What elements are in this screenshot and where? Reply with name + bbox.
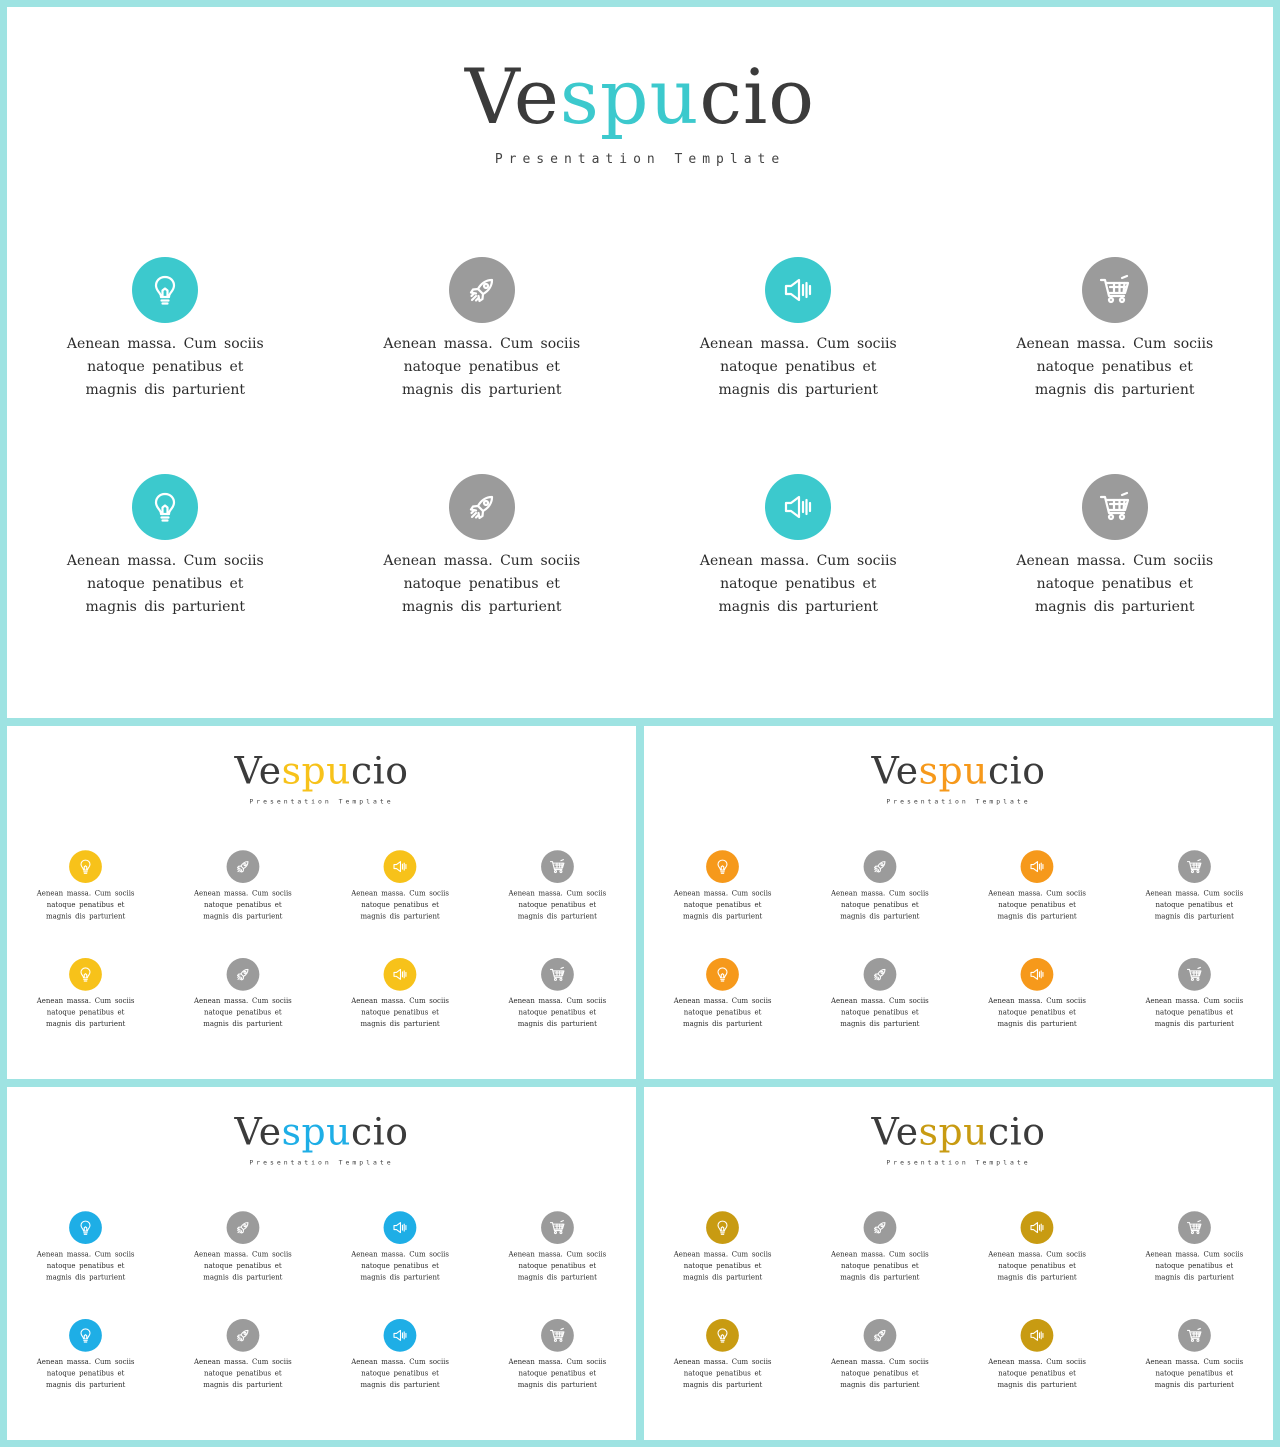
feature-item xyxy=(957,257,1274,402)
speaker-icon xyxy=(765,474,831,540)
lightbulb-icon xyxy=(132,257,198,323)
speaker-icon xyxy=(384,1211,417,1244)
feature-item xyxy=(958,850,1115,922)
feature-item xyxy=(7,958,164,1030)
feature-text: Aenean massa. Cum sociis natoque penatibus et magnis dis parturient xyxy=(66,336,264,398)
feature-text: Aenean massa. Cum sociis natoque penatibus et magnis dis parturient xyxy=(673,889,772,921)
title-part-accent: spu xyxy=(918,748,988,793)
feature-item xyxy=(7,850,164,922)
feature-text: Aenean massa. Cum sociis natoque penatibus et magnis dis parturient xyxy=(1145,1358,1244,1390)
lightbulb-icon xyxy=(132,474,198,540)
lightbulb-icon xyxy=(706,958,739,991)
title-part-accent: spu xyxy=(918,1109,988,1154)
feature-text: Aenean massa. Cum sociis natoque penatibus et magnis dis parturient xyxy=(988,1358,1086,1390)
feature-text: Aenean massa. Cum sociis natoque penatibus et magnis dis parturient xyxy=(193,1250,292,1282)
speaker-icon xyxy=(384,958,417,991)
title-part-pre: Ve xyxy=(871,748,919,793)
slide-subtitle: Presentation Template xyxy=(886,798,1031,806)
speaker-icon xyxy=(384,850,417,883)
lightbulb-icon xyxy=(69,850,102,883)
feature-text: Aenean massa. Cum sociis natoque penatibus et magnis dis parturient xyxy=(36,1250,135,1282)
slide-main xyxy=(7,7,1273,718)
feature-text: Aenean massa. Cum sociis natoque penatibus et magnis dis parturient xyxy=(1016,336,1214,398)
feature-item xyxy=(957,474,1274,619)
feature-grid xyxy=(644,850,1273,1030)
cart-icon xyxy=(541,850,574,883)
speaker-icon xyxy=(1021,850,1054,883)
slide-gold xyxy=(644,1087,1273,1440)
slide-title xyxy=(644,746,1273,796)
feature-item xyxy=(324,474,641,619)
rocket-icon xyxy=(863,1211,896,1244)
feature-text: Aenean massa. Cum sociis natoque penatibus et magnis dis parturient xyxy=(36,997,135,1029)
feature-text: Aenean massa. Cum sociis natoque penatibus et magnis dis parturient xyxy=(673,997,772,1029)
rocket-icon xyxy=(226,850,259,883)
slide-yellow xyxy=(7,726,636,1079)
lightbulb-icon xyxy=(69,958,102,991)
slide-title xyxy=(7,47,1273,147)
feature-text: Aenean massa. Cum sociis natoque penatibus et magnis dis parturient xyxy=(193,1358,292,1390)
feature-text: Aenean massa. Cum sociis natoque penatibus et magnis dis parturient xyxy=(351,1250,449,1282)
title-part-pre: Ve xyxy=(464,52,560,141)
speaker-icon xyxy=(1021,1319,1054,1352)
feature-item xyxy=(801,1319,958,1391)
feature-text: Aenean massa. Cum sociis natoque penatibus et magnis dis parturient xyxy=(351,997,449,1029)
feature-text: Aenean massa. Cum sociis natoque penatibus et magnis dis parturient xyxy=(830,1250,929,1282)
feature-item xyxy=(164,958,321,1030)
feature-item xyxy=(958,958,1115,1030)
feature-grid xyxy=(7,257,1273,619)
feature-text: Aenean massa. Cum sociis natoque penatibus et magnis dis parturient xyxy=(673,1250,772,1282)
feature-item xyxy=(801,958,958,1030)
feature-text: Aenean massa. Cum sociis natoque penatibus et magnis dis parturient xyxy=(193,889,292,921)
title-part-pre: Ve xyxy=(871,1109,919,1154)
feature-text: Aenean massa. Cum sociis natoque penatibus et magnis dis parturient xyxy=(36,889,135,921)
feature-item xyxy=(644,1319,801,1391)
feature-text: Aenean massa. Cum sociis natoque penatibus et magnis dis parturient xyxy=(508,997,607,1029)
feature-item xyxy=(7,1211,164,1283)
feature-text: Aenean massa. Cum sociis natoque penatibus et magnis dis parturient xyxy=(36,1358,135,1390)
speaker-icon xyxy=(1021,1211,1054,1244)
rocket-icon xyxy=(449,474,515,540)
lightbulb-icon xyxy=(69,1319,102,1352)
feature-item xyxy=(164,1211,321,1283)
feature-item xyxy=(321,1319,478,1391)
feature-text: Aenean massa. Cum sociis natoque penatibus et magnis dis parturient xyxy=(66,553,264,615)
title-part-pre: Ve xyxy=(234,748,282,793)
rocket-icon xyxy=(449,257,515,323)
feature-text: Aenean massa. Cum sociis natoque penatibus et magnis dis parturient xyxy=(1016,553,1214,615)
rocket-icon xyxy=(226,958,259,991)
slide-title xyxy=(7,746,636,796)
feature-item xyxy=(479,1211,636,1283)
feature-item xyxy=(321,1211,478,1283)
feature-text: Aenean massa. Cum sociis natoque penatibus et magnis dis parturient xyxy=(699,553,897,615)
feature-text: Aenean massa. Cum sociis natoque penatibus et magnis dis parturient xyxy=(351,1358,449,1390)
lightbulb-icon xyxy=(706,1319,739,1352)
slide-subtitle: Presentation Template xyxy=(494,152,786,167)
title-part-post: cio xyxy=(350,748,409,793)
feature-text: Aenean massa. Cum sociis natoque penatibus et magnis dis parturient xyxy=(508,1250,607,1282)
feature-text: Aenean massa. Cum sociis natoque penatibus et magnis dis parturient xyxy=(673,1358,772,1390)
title-part-post: cio xyxy=(987,748,1046,793)
feature-item xyxy=(644,958,801,1030)
feature-item xyxy=(644,1211,801,1283)
rocket-icon xyxy=(863,850,896,883)
feature-text: Aenean massa. Cum sociis natoque penatibus et magnis dis parturient xyxy=(193,997,292,1029)
feature-grid xyxy=(7,850,636,1030)
feature-item xyxy=(801,1211,958,1283)
feature-text: Aenean massa. Cum sociis natoque penatibus et magnis dis parturient xyxy=(988,997,1086,1029)
feature-item xyxy=(321,850,478,922)
lightbulb-icon xyxy=(706,1211,739,1244)
feature-grid xyxy=(644,1211,1273,1391)
feature-item xyxy=(1116,958,1273,1030)
cart-icon xyxy=(1178,850,1211,883)
feature-item xyxy=(7,1319,164,1391)
feature-item xyxy=(1116,1211,1273,1283)
slide-orange xyxy=(644,726,1273,1079)
feature-text: Aenean massa. Cum sociis natoque penatibus et magnis dis parturient xyxy=(1145,1250,1244,1282)
cart-icon xyxy=(1082,257,1148,323)
feature-item xyxy=(1116,850,1273,922)
feature-item xyxy=(640,474,957,619)
title-part-post: cio xyxy=(987,1109,1046,1154)
rocket-icon xyxy=(863,958,896,991)
slide-subtitle: Presentation Template xyxy=(249,798,394,806)
feature-text: Aenean massa. Cum sociis natoque penatibus et magnis dis parturient xyxy=(699,336,897,398)
rocket-icon xyxy=(226,1319,259,1352)
cart-icon xyxy=(1178,1211,1211,1244)
cart-icon xyxy=(541,958,574,991)
title-part-post: cio xyxy=(699,52,816,141)
rocket-icon xyxy=(863,1319,896,1352)
feature-text: Aenean massa. Cum sociis natoque penatibus et magnis dis parturient xyxy=(1145,997,1244,1029)
feature-item xyxy=(801,850,958,922)
feature-grid xyxy=(7,1211,636,1391)
feature-item xyxy=(640,257,957,402)
feature-item xyxy=(7,474,324,619)
feature-text: Aenean massa. Cum sociis natoque penatibus et magnis dis parturient xyxy=(1145,889,1244,921)
slide-blue xyxy=(7,1087,636,1440)
lightbulb-icon xyxy=(69,1211,102,1244)
feature-text: Aenean massa. Cum sociis natoque penatibus et magnis dis parturient xyxy=(383,336,581,398)
slide-title xyxy=(7,1107,636,1157)
feature-text: Aenean massa. Cum sociis natoque penatibus et magnis dis parturient xyxy=(988,1250,1086,1282)
feature-text: Aenean massa. Cum sociis natoque penatibus et magnis dis parturient xyxy=(988,889,1086,921)
speaker-icon xyxy=(1021,958,1054,991)
cart-icon xyxy=(541,1211,574,1244)
feature-item xyxy=(958,1319,1115,1391)
slide-title xyxy=(644,1107,1273,1157)
feature-item xyxy=(7,257,324,402)
slide-subtitle: Presentation Template xyxy=(249,1159,394,1167)
feature-item xyxy=(958,1211,1115,1283)
lightbulb-icon xyxy=(706,850,739,883)
feature-item xyxy=(644,850,801,922)
feature-text: Aenean massa. Cum sociis natoque penatibus et magnis dis parturient xyxy=(383,553,581,615)
feature-item xyxy=(479,958,636,1030)
title-part-post: cio xyxy=(350,1109,409,1154)
feature-text: Aenean massa. Cum sociis natoque penatibus et magnis dis parturient xyxy=(830,1358,929,1390)
cart-icon xyxy=(1178,958,1211,991)
cart-icon xyxy=(1082,474,1148,540)
title-part-pre: Ve xyxy=(234,1109,282,1154)
speaker-icon xyxy=(384,1319,417,1352)
speaker-icon xyxy=(765,257,831,323)
title-part-accent: spu xyxy=(281,1109,351,1154)
feature-text: Aenean massa. Cum sociis natoque penatibus et magnis dis parturient xyxy=(830,889,929,921)
feature-text: Aenean massa. Cum sociis natoque penatibus et magnis dis parturient xyxy=(351,889,449,921)
feature-item xyxy=(324,257,641,402)
title-part-accent: spu xyxy=(559,52,700,141)
feature-item xyxy=(164,850,321,922)
feature-item xyxy=(479,850,636,922)
feature-text: Aenean massa. Cum sociis natoque penatibus et magnis dis parturient xyxy=(830,997,929,1029)
slide-subtitle: Presentation Template xyxy=(886,1159,1031,1167)
feature-item xyxy=(321,958,478,1030)
rocket-icon xyxy=(226,1211,259,1244)
feature-item xyxy=(164,1319,321,1391)
feature-item xyxy=(1116,1319,1273,1391)
feature-item xyxy=(479,1319,636,1391)
cart-icon xyxy=(1178,1319,1211,1352)
feature-text: Aenean massa. Cum sociis natoque penatibus et magnis dis parturient xyxy=(508,1358,607,1390)
feature-text: Aenean massa. Cum sociis natoque penatibus et magnis dis parturient xyxy=(508,889,607,921)
cart-icon xyxy=(541,1319,574,1352)
title-part-accent: spu xyxy=(281,748,351,793)
